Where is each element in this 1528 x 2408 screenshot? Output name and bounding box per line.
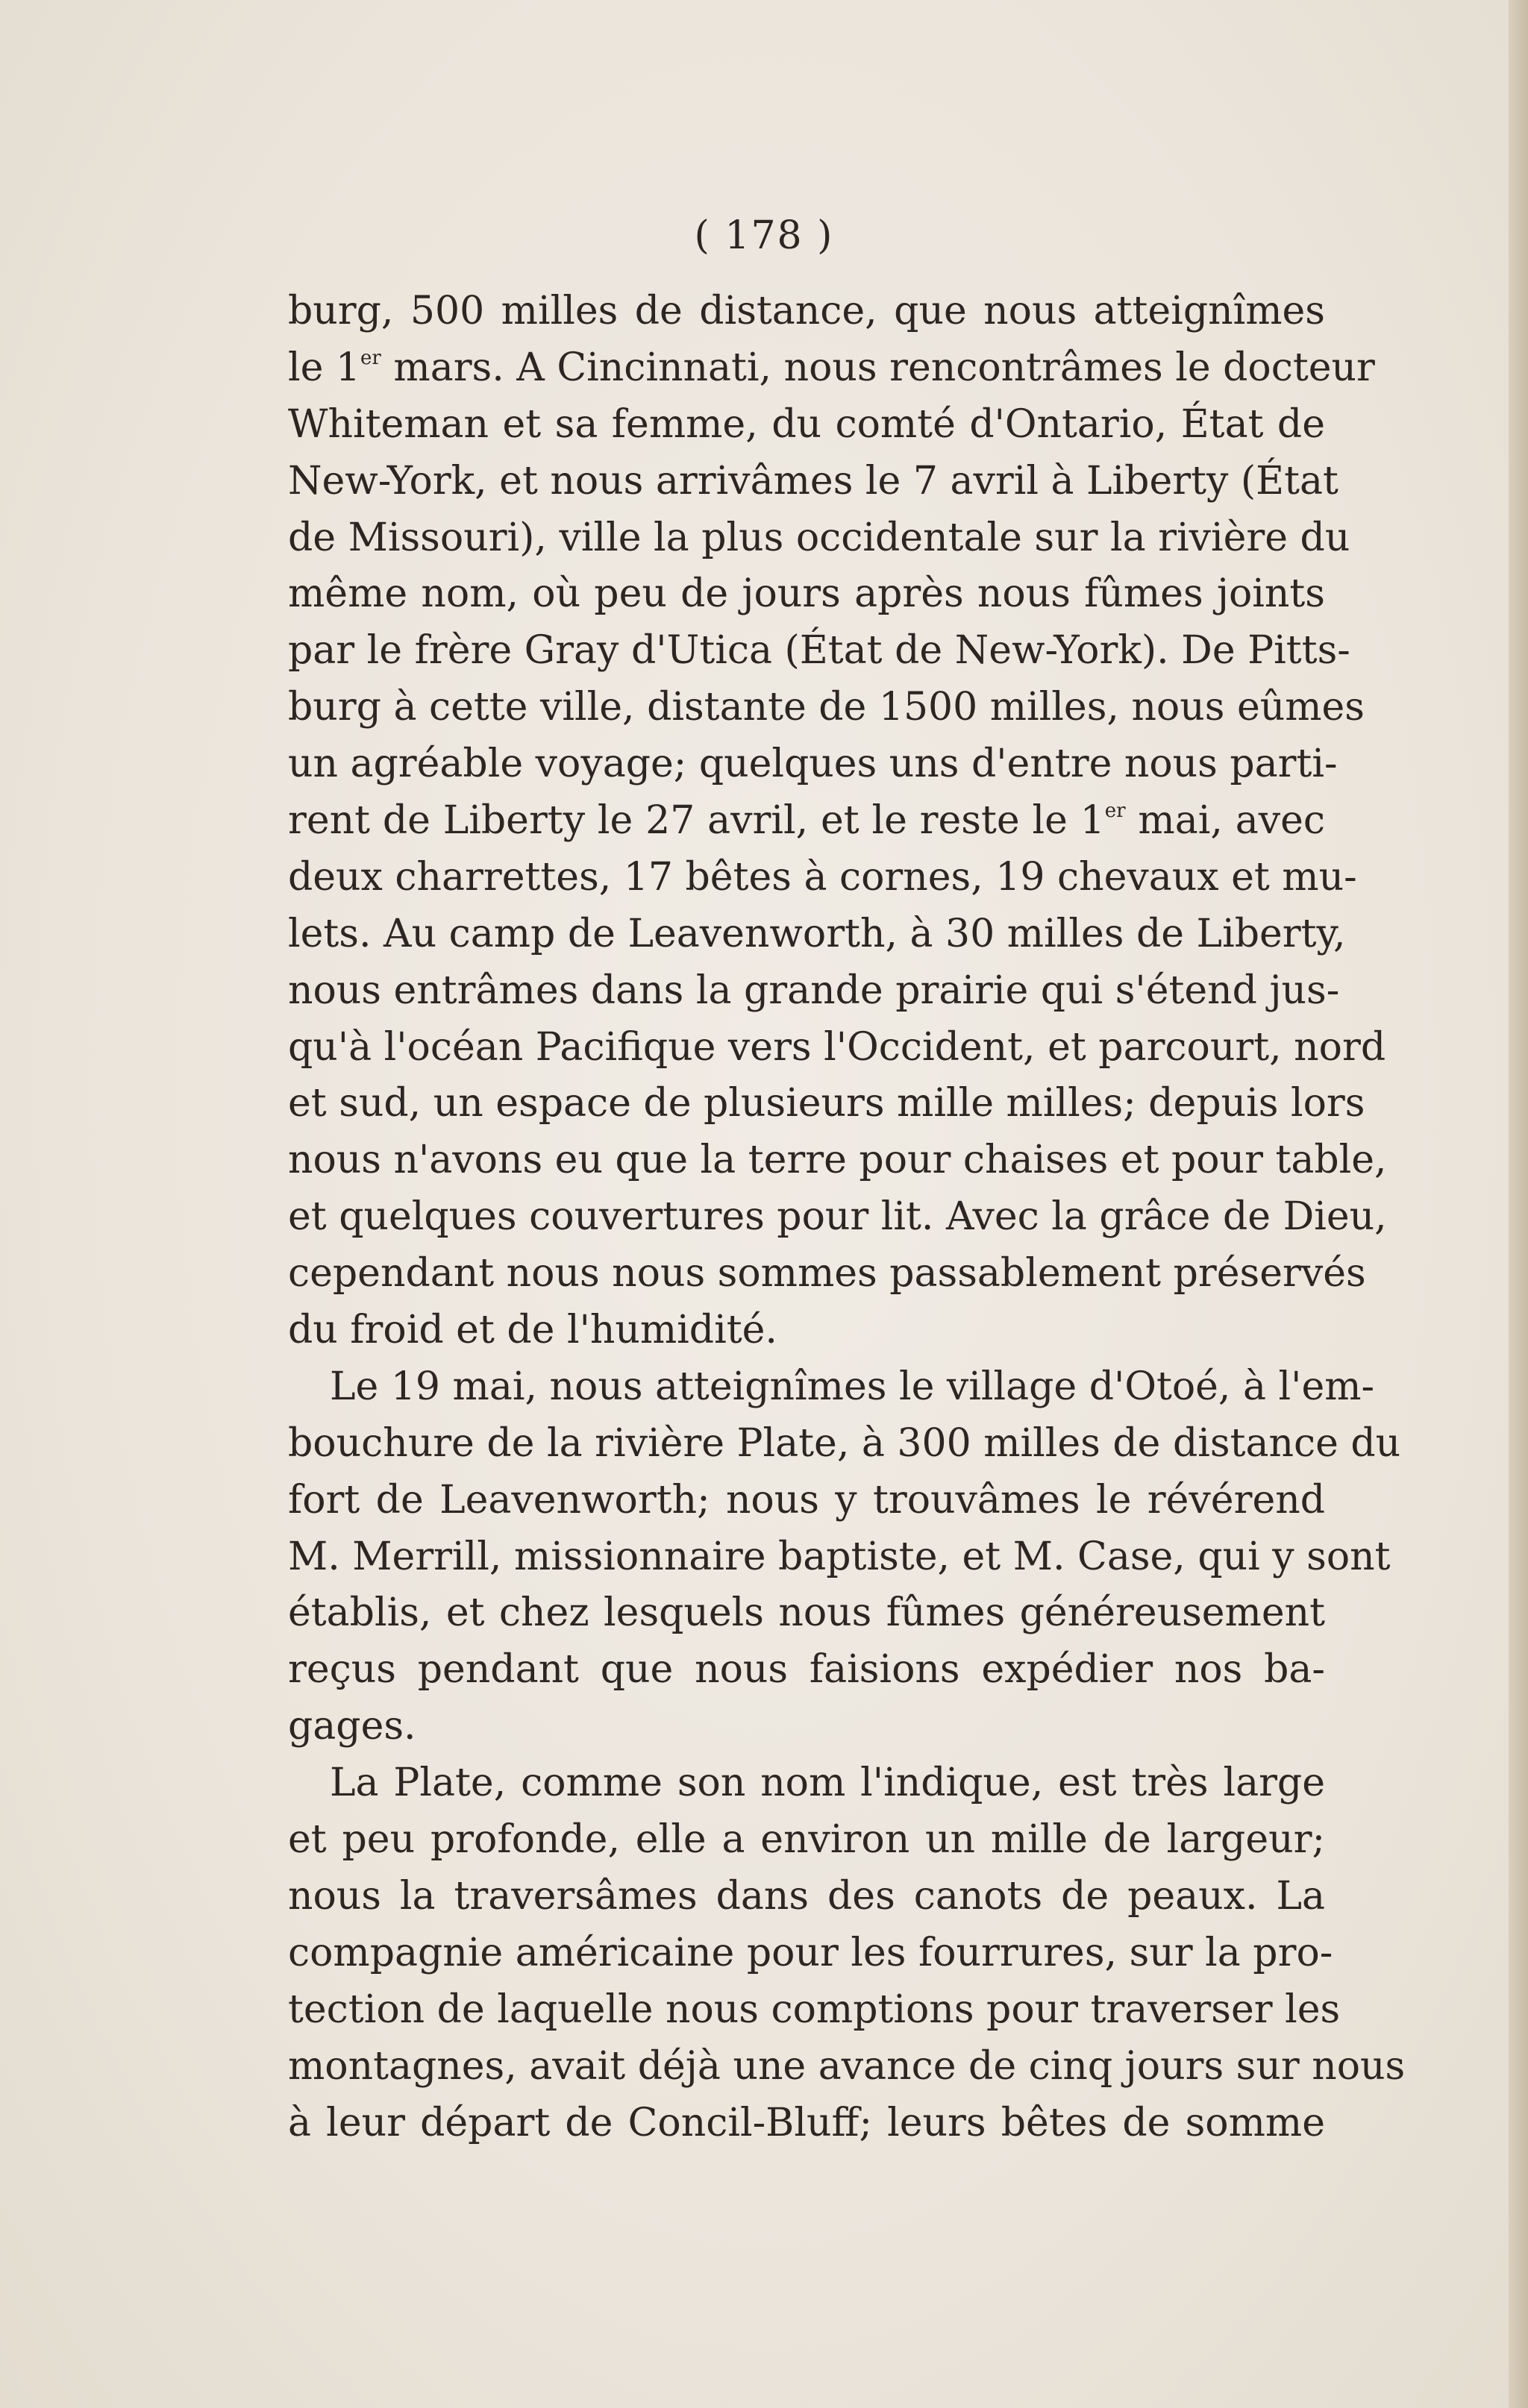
text-line: établis, et chez lesquels nous fûmes généreusement xyxy=(288,1590,1325,1636)
text-line: compagnie américaine pour les fourrures, sur la pro- xyxy=(288,1930,1333,1975)
text-line: et peu profonde, elle a environ un mille de largeur; xyxy=(288,1817,1325,1863)
text-line: Whiteman et sa femme, du comté d'Ontario, État de xyxy=(288,401,1325,447)
text-line: nous la traversâmes dans des canots de peaux. La xyxy=(288,1873,1325,1919)
text-line: Le 19 mai, nous atteignîmes le village d'Otoé, à l'em- xyxy=(330,1364,1375,1409)
text-line: et quelques couvertures pour lit. Avec la grâce de Dieu, xyxy=(288,1194,1387,1240)
text-line: burg, 500 milles de distance, que nous atteignîmes xyxy=(288,289,1325,333)
text-line: burg à cette ville, distante de 1500 milles, nous eûmes xyxy=(288,685,1365,730)
text-line: fort de Leavenworth; nous y trouvâmes le révérend xyxy=(288,1477,1325,1523)
text-line: nous entrâmes dans la grande prairie qui s'étend jus- xyxy=(288,968,1340,1013)
text-line: et sud, un espace de plusieurs mille milles; depuis lors xyxy=(288,1081,1365,1126)
text-segment: mars. A Cincinnati, nous rencontrâmes le docteur xyxy=(381,345,1375,390)
text-line: cependant nous nous sommes passablement préservés xyxy=(288,1251,1366,1297)
text-line xyxy=(288,340,1375,397)
text-line: La Plate, comme son nom l'indique, est très large xyxy=(330,1760,1325,1806)
text-line: même nom, où peu de jours après nous fûmes joints xyxy=(288,571,1325,617)
text-segment: mai, avec xyxy=(1125,798,1325,844)
text-line: gages. xyxy=(288,1704,416,1749)
text-line: bouchure de la rivière Plate, à 300 milles de distance du xyxy=(288,1420,1401,1466)
text-line: montagnes, avait déjà une avance de cinq jours sur nous xyxy=(288,2043,1406,2089)
text-line: qu'à l'océan Pacifique vers l'Occident, et parcourt, nord xyxy=(288,1024,1386,1070)
text-line: M. Merrill, missionnaire baptiste, et M. Case, qui y sont xyxy=(288,1534,1391,1579)
page-number: ( 178 ) xyxy=(694,213,834,258)
text-line: tection de laquelle nous comptions pour traverser les xyxy=(288,1987,1341,2032)
text-line: par le frère Gray d'Utica (État de New-York). De Pitts- xyxy=(288,628,1350,674)
text-segment: rent de Liberty le 27 avril, et le reste le 1 xyxy=(288,798,1105,844)
text-line: à leur départ de Concil-Bluff; leurs bêtes de somme xyxy=(288,2100,1325,2145)
text-line: de Missouri), ville la plus occidentale sur la rivière du xyxy=(288,515,1350,560)
text-line: lets. Au camp de Leavenworth, à 30 milles de Liberty, xyxy=(288,911,1346,956)
text-segment: le 1 xyxy=(288,345,361,390)
text-line: deux charrettes, 17 bêtes à cornes, 19 chevaux et mu- xyxy=(288,854,1357,900)
body-text xyxy=(288,283,1406,2151)
text-line: un agréable voyage; quelques uns d'entre nous parti- xyxy=(288,741,1338,787)
superscript: er xyxy=(360,346,381,369)
superscript: er xyxy=(1104,800,1126,823)
text-line: reçus pendant que nous faisions expédier nos ba- xyxy=(288,1647,1325,1693)
text-line: nous n'avons eu que la terre pour chaises et pour table, xyxy=(288,1138,1387,1183)
page-edge xyxy=(1509,0,1528,2408)
text-line: New-York, et nous arrivâmes le 7 avril à Liberty (État xyxy=(288,458,1338,504)
text-line xyxy=(288,793,1325,850)
text-line: du froid et de l'humidité. xyxy=(288,1308,777,1353)
